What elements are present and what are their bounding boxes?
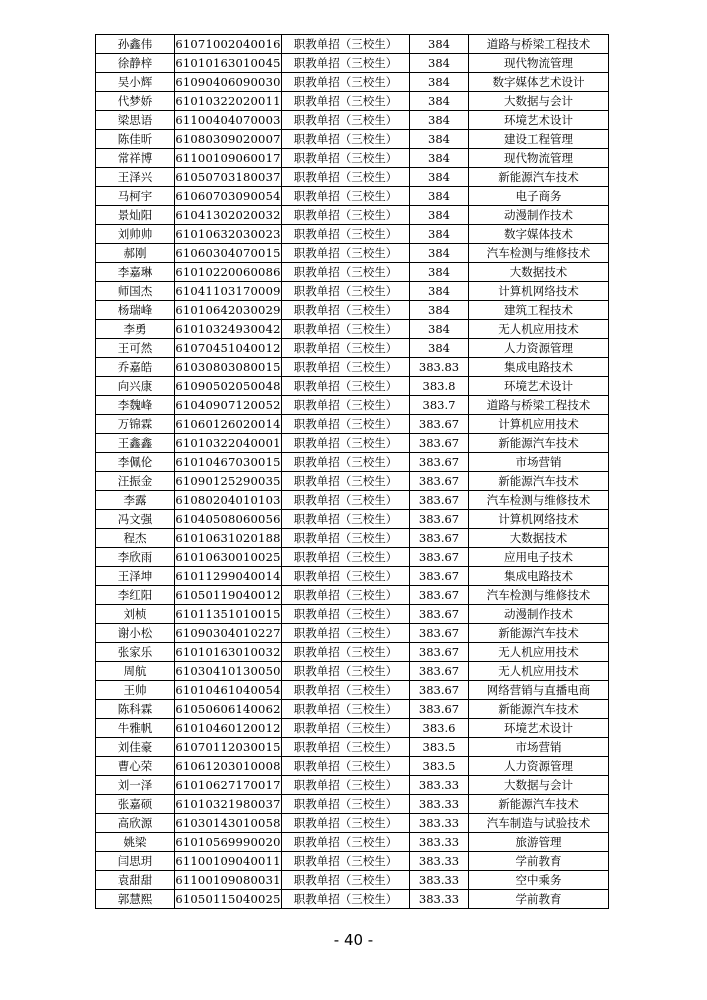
table-row [96, 244, 609, 263]
cell-name: 常祥博 [96, 149, 175, 168]
cell-major: 空中乘务 [469, 871, 609, 890]
cell-exam-id: 61041302020032 [175, 206, 282, 225]
cell-admission-type: 职教单招（三校生） [282, 624, 410, 643]
cell-name: 刘佳豪 [96, 738, 175, 757]
cell-major: 环境艺术设计 [469, 719, 609, 738]
cell-score: 383.67 [410, 415, 469, 434]
cell-major: 应用电子技术 [469, 548, 609, 567]
table-row [96, 206, 609, 225]
cell-exam-id: 61080309020007 [175, 130, 282, 149]
table-row [96, 719, 609, 738]
cell-score: 383.67 [410, 548, 469, 567]
cell-exam-id: 61090125290035 [175, 472, 282, 491]
cell-exam-id: 61010163010045 [175, 54, 282, 73]
cell-name: 向兴康 [96, 377, 175, 396]
cell-major: 道路与桥梁工程技术 [469, 35, 609, 54]
cell-score: 384 [410, 54, 469, 73]
cell-major: 汽车制造与试验技术 [469, 814, 609, 833]
cell-exam-id: 61030410130050 [175, 662, 282, 681]
cell-major: 人力资源管理 [469, 757, 609, 776]
cell-major: 大数据与会计 [469, 776, 609, 795]
cell-score: 384 [410, 92, 469, 111]
cell-admission-type: 职教单招（三校生） [282, 605, 410, 624]
cell-admission-type: 职教单招（三校生） [282, 700, 410, 719]
cell-score: 383.67 [410, 453, 469, 472]
table-row [96, 776, 609, 795]
table-row [96, 548, 609, 567]
cell-score: 383.67 [410, 491, 469, 510]
cell-admission-type: 职教单招（三校生） [282, 206, 410, 225]
cell-score: 384 [410, 301, 469, 320]
cell-score: 383.67 [410, 700, 469, 719]
cell-name: 姚梁 [96, 833, 175, 852]
cell-admission-type: 职教单招（三校生） [282, 187, 410, 206]
table-row [96, 833, 609, 852]
cell-admission-type: 职教单招（三校生） [282, 510, 410, 529]
cell-name: 闫思玥 [96, 852, 175, 871]
cell-name: 李佩伦 [96, 453, 175, 472]
cell-major: 大数据技术 [469, 529, 609, 548]
cell-major: 无人机应用技术 [469, 320, 609, 339]
table-row [96, 130, 609, 149]
cell-score: 383.67 [410, 662, 469, 681]
table-row [96, 187, 609, 206]
cell-score: 383.67 [410, 624, 469, 643]
cell-admission-type: 职教单招（三校生） [282, 814, 410, 833]
cell-admission-type: 职教单招（三校生） [282, 263, 410, 282]
cell-exam-id: 61050703180037 [175, 168, 282, 187]
cell-major: 新能源汽车技术 [469, 434, 609, 453]
cell-exam-id: 61060304070015 [175, 244, 282, 263]
cell-name: 李魏峰 [96, 396, 175, 415]
cell-admission-type: 职教单招（三校生） [282, 719, 410, 738]
table-row [96, 358, 609, 377]
cell-major: 学前教育 [469, 890, 609, 909]
cell-exam-id: 61010569990020 [175, 833, 282, 852]
cell-exam-id: 61010631020188 [175, 529, 282, 548]
cell-major: 市场营销 [469, 738, 609, 757]
cell-major: 大数据与会计 [469, 92, 609, 111]
cell-name: 乔嘉皓 [96, 358, 175, 377]
cell-exam-id: 61061203010008 [175, 757, 282, 776]
cell-score: 383.7 [410, 396, 469, 415]
cell-name: 吴小辉 [96, 73, 175, 92]
cell-admission-type: 职教单招（三校生） [282, 92, 410, 111]
cell-admission-type: 职教单招（三校生） [282, 149, 410, 168]
table-row [96, 35, 609, 54]
cell-name: 郭慧熙 [96, 890, 175, 909]
cell-score: 383.67 [410, 586, 469, 605]
admission-table-body [96, 35, 609, 909]
cell-score: 383.8 [410, 377, 469, 396]
cell-score: 384 [410, 244, 469, 263]
cell-name: 陈科霖 [96, 700, 175, 719]
cell-exam-id: 61010642030029 [175, 301, 282, 320]
cell-major: 现代物流管理 [469, 54, 609, 73]
cell-score: 383.67 [410, 472, 469, 491]
cell-admission-type: 职教单招（三校生） [282, 472, 410, 491]
cell-name: 冯文强 [96, 510, 175, 529]
cell-exam-id: 61050115040025 [175, 890, 282, 909]
cell-score: 383.33 [410, 814, 469, 833]
table-row [96, 605, 609, 624]
cell-name: 刘一泽 [96, 776, 175, 795]
cell-name: 李勇 [96, 320, 175, 339]
cell-admission-type: 职教单招（三校生） [282, 852, 410, 871]
table-row [96, 377, 609, 396]
cell-admission-type: 职教单招（三校生） [282, 795, 410, 814]
table-row [96, 890, 609, 909]
table-row [96, 852, 609, 871]
cell-score: 383.67 [410, 434, 469, 453]
cell-admission-type: 职教单招（三校生） [282, 320, 410, 339]
table-row [96, 263, 609, 282]
cell-score: 384 [410, 73, 469, 92]
cell-admission-type: 职教单招（三校生） [282, 871, 410, 890]
cell-major: 环境艺术设计 [469, 377, 609, 396]
cell-exam-id: 61011351010015 [175, 605, 282, 624]
cell-admission-type: 职教单招（三校生） [282, 662, 410, 681]
cell-major: 动漫制作技术 [469, 206, 609, 225]
cell-exam-id: 61010322020011 [175, 92, 282, 111]
table-row [96, 168, 609, 187]
cell-score: 384 [410, 263, 469, 282]
cell-admission-type: 职教单招（三校生） [282, 54, 410, 73]
cell-name: 刘桢 [96, 605, 175, 624]
cell-score: 383.33 [410, 795, 469, 814]
cell-exam-id: 61010321980037 [175, 795, 282, 814]
cell-exam-id: 61100109080031 [175, 871, 282, 890]
cell-major: 市场营销 [469, 453, 609, 472]
cell-major: 新能源汽车技术 [469, 795, 609, 814]
cell-admission-type: 职教单招（三校生） [282, 586, 410, 605]
table-row [96, 396, 609, 415]
cell-admission-type: 职教单招（三校生） [282, 225, 410, 244]
cell-exam-id: 61090406090030 [175, 73, 282, 92]
cell-score: 384 [410, 339, 469, 358]
cell-exam-id: 61050119040012 [175, 586, 282, 605]
cell-name: 张嘉硕 [96, 795, 175, 814]
cell-name: 王鑫鑫 [96, 434, 175, 453]
table-row [96, 453, 609, 472]
cell-major: 学前教育 [469, 852, 609, 871]
cell-exam-id: 61010322040001 [175, 434, 282, 453]
cell-score: 384 [410, 130, 469, 149]
cell-name: 代梦娇 [96, 92, 175, 111]
cell-name: 张家乐 [96, 643, 175, 662]
table-row [96, 624, 609, 643]
table-row [96, 472, 609, 491]
cell-score: 384 [410, 225, 469, 244]
cell-name: 牛雅帆 [96, 719, 175, 738]
cell-name: 陈佳昕 [96, 130, 175, 149]
cell-score: 383.67 [410, 510, 469, 529]
cell-admission-type: 职教单招（三校生） [282, 681, 410, 700]
table-row [96, 567, 609, 586]
cell-exam-id: 61011299040014 [175, 567, 282, 586]
cell-score: 383.33 [410, 833, 469, 852]
cell-score: 383.5 [410, 757, 469, 776]
cell-admission-type: 职教单招（三校生） [282, 377, 410, 396]
cell-name: 王帅 [96, 681, 175, 700]
cell-exam-id: 61010632030023 [175, 225, 282, 244]
cell-exam-id: 61070112030015 [175, 738, 282, 757]
cell-name: 汪振金 [96, 472, 175, 491]
cell-exam-id: 61060703090054 [175, 187, 282, 206]
table-row [96, 814, 609, 833]
table-row [96, 757, 609, 776]
cell-exam-id: 61070451040012 [175, 339, 282, 358]
cell-admission-type: 职教单招（三校生） [282, 301, 410, 320]
cell-major: 新能源汽车技术 [469, 700, 609, 719]
cell-name: 杨瑞峰 [96, 301, 175, 320]
cell-admission-type: 职教单招（三校生） [282, 282, 410, 301]
cell-admission-type: 职教单招（三校生） [282, 757, 410, 776]
cell-admission-type: 职教单招（三校生） [282, 434, 410, 453]
cell-name: 高欣源 [96, 814, 175, 833]
cell-major: 大数据技术 [469, 263, 609, 282]
cell-exam-id: 61100404070003 [175, 111, 282, 130]
cell-major: 数字媒体艺术设计 [469, 73, 609, 92]
cell-exam-id: 61040907120052 [175, 396, 282, 415]
table-row [96, 510, 609, 529]
cell-score: 384 [410, 35, 469, 54]
cell-name: 程杰 [96, 529, 175, 548]
table-row [96, 529, 609, 548]
cell-admission-type: 职教单招（三校生） [282, 453, 410, 472]
table-row [96, 700, 609, 719]
cell-name: 袁甜甜 [96, 871, 175, 890]
cell-major: 新能源汽车技术 [469, 624, 609, 643]
table-row [96, 415, 609, 434]
table-row [96, 738, 609, 757]
cell-exam-id: 61100109060017 [175, 149, 282, 168]
cell-exam-id: 61010324930042 [175, 320, 282, 339]
cell-exam-id: 61060126020014 [175, 415, 282, 434]
cell-admission-type: 职教单招（三校生） [282, 529, 410, 548]
cell-major: 计算机网络技术 [469, 510, 609, 529]
cell-major: 集成电路技术 [469, 358, 609, 377]
cell-score: 383.67 [410, 529, 469, 548]
table-row [96, 225, 609, 244]
cell-major: 环境艺术设计 [469, 111, 609, 130]
cell-score: 384 [410, 320, 469, 339]
table-row [96, 643, 609, 662]
cell-name: 周航 [96, 662, 175, 681]
cell-admission-type: 职教单招（三校生） [282, 73, 410, 92]
cell-score: 384 [410, 206, 469, 225]
cell-major: 建筑工程技术 [469, 301, 609, 320]
cell-name: 李红阳 [96, 586, 175, 605]
cell-score: 384 [410, 187, 469, 206]
cell-admission-type: 职教单招（三校生） [282, 35, 410, 54]
table-row [96, 662, 609, 681]
cell-score: 383.67 [410, 567, 469, 586]
cell-admission-type: 职教单招（三校生） [282, 738, 410, 757]
cell-score: 383.67 [410, 681, 469, 700]
cell-exam-id: 61040508060056 [175, 510, 282, 529]
cell-exam-id: 61071002040016 [175, 35, 282, 54]
cell-exam-id: 61050606140062 [175, 700, 282, 719]
cell-admission-type: 职教单招（三校生） [282, 776, 410, 795]
cell-exam-id: 61010460120012 [175, 719, 282, 738]
cell-score: 383.5 [410, 738, 469, 757]
cell-name: 王可然 [96, 339, 175, 358]
cell-admission-type: 职教单招（三校生） [282, 567, 410, 586]
cell-admission-type: 职教单招（三校生） [282, 833, 410, 852]
cell-major: 网络营销与直播电商 [469, 681, 609, 700]
table-row [96, 111, 609, 130]
cell-admission-type: 职教单招（三校生） [282, 358, 410, 377]
cell-admission-type: 职教单招（三校生） [282, 244, 410, 263]
cell-name: 王泽坤 [96, 567, 175, 586]
cell-name: 李嘉琳 [96, 263, 175, 282]
cell-major: 无人机应用技术 [469, 643, 609, 662]
cell-exam-id: 61100109040011 [175, 852, 282, 871]
cell-major: 无人机应用技术 [469, 662, 609, 681]
cell-exam-id: 61030803080015 [175, 358, 282, 377]
cell-score: 383.67 [410, 643, 469, 662]
cell-admission-type: 职教单招（三校生） [282, 548, 410, 567]
cell-exam-id: 61010630010025 [175, 548, 282, 567]
cell-major: 道路与桥梁工程技术 [469, 396, 609, 415]
cell-admission-type: 职教单招（三校生） [282, 396, 410, 415]
page-number: - 40 - [333, 931, 374, 949]
cell-score: 383.33 [410, 890, 469, 909]
cell-exam-id: 61090304010227 [175, 624, 282, 643]
table-row [96, 795, 609, 814]
cell-score: 384 [410, 168, 469, 187]
cell-exam-id: 61041103170009 [175, 282, 282, 301]
admission-table [95, 34, 609, 909]
table-row [96, 301, 609, 320]
cell-name: 马柯宇 [96, 187, 175, 206]
cell-major: 电子商务 [469, 187, 609, 206]
cell-name: 曹心荣 [96, 757, 175, 776]
table-row [96, 586, 609, 605]
cell-major: 计算机应用技术 [469, 415, 609, 434]
cell-major: 建设工程管理 [469, 130, 609, 149]
cell-name: 谢小松 [96, 624, 175, 643]
cell-exam-id: 61010627170017 [175, 776, 282, 795]
cell-admission-type: 职教单招（三校生） [282, 491, 410, 510]
cell-name: 景灿阳 [96, 206, 175, 225]
cell-name: 王泽兴 [96, 168, 175, 187]
table-row [96, 54, 609, 73]
cell-name: 李露 [96, 491, 175, 510]
cell-major: 新能源汽车技术 [469, 472, 609, 491]
table-row [96, 434, 609, 453]
cell-exam-id: 61080204010103 [175, 491, 282, 510]
table-row [96, 871, 609, 890]
table-row [96, 282, 609, 301]
cell-exam-id: 61010220060086 [175, 263, 282, 282]
cell-major: 数字媒体技术 [469, 225, 609, 244]
table-row [96, 73, 609, 92]
cell-major: 集成电路技术 [469, 567, 609, 586]
cell-admission-type: 职教单招（三校生） [282, 890, 410, 909]
cell-exam-id: 61010461040054 [175, 681, 282, 700]
cell-score: 383.33 [410, 776, 469, 795]
cell-major: 人力资源管理 [469, 339, 609, 358]
cell-admission-type: 职教单招（三校生） [282, 415, 410, 434]
cell-name: 郝刚 [96, 244, 175, 263]
cell-admission-type: 职教单招（三校生） [282, 111, 410, 130]
cell-exam-id: 61010467030015 [175, 453, 282, 472]
cell-major: 汽车检测与维修技术 [469, 244, 609, 263]
table-row [96, 92, 609, 111]
cell-major: 动漫制作技术 [469, 605, 609, 624]
cell-admission-type: 职教单招（三校生） [282, 339, 410, 358]
cell-major: 汽车检测与维修技术 [469, 586, 609, 605]
table-row [96, 491, 609, 510]
cell-score: 384 [410, 149, 469, 168]
cell-name: 徐静梓 [96, 54, 175, 73]
cell-score: 384 [410, 282, 469, 301]
table-row [96, 681, 609, 700]
cell-name: 刘帅帅 [96, 225, 175, 244]
cell-name: 师国杰 [96, 282, 175, 301]
cell-major: 新能源汽车技术 [469, 168, 609, 187]
cell-admission-type: 职教单招（三校生） [282, 130, 410, 149]
cell-major: 计算机网络技术 [469, 282, 609, 301]
cell-exam-id: 61090502050048 [175, 377, 282, 396]
cell-name: 李欣雨 [96, 548, 175, 567]
cell-admission-type: 职教单招（三校生） [282, 168, 410, 187]
cell-score: 383.67 [410, 605, 469, 624]
cell-score: 383.33 [410, 871, 469, 890]
cell-score: 384 [410, 111, 469, 130]
cell-score: 383.6 [410, 719, 469, 738]
cell-score: 383.33 [410, 852, 469, 871]
cell-name: 孙鑫伟 [96, 35, 175, 54]
cell-exam-id: 61010163010032 [175, 643, 282, 662]
cell-major: 汽车检测与维修技术 [469, 491, 609, 510]
cell-name: 梁思语 [96, 111, 175, 130]
table-row [96, 149, 609, 168]
table-row [96, 339, 609, 358]
cell-major: 现代物流管理 [469, 149, 609, 168]
cell-major: 旅游管理 [469, 833, 609, 852]
table-row [96, 320, 609, 339]
cell-score: 383.83 [410, 358, 469, 377]
cell-exam-id: 61030143010058 [175, 814, 282, 833]
cell-name: 万锦霖 [96, 415, 175, 434]
cell-admission-type: 职教单招（三校生） [282, 643, 410, 662]
